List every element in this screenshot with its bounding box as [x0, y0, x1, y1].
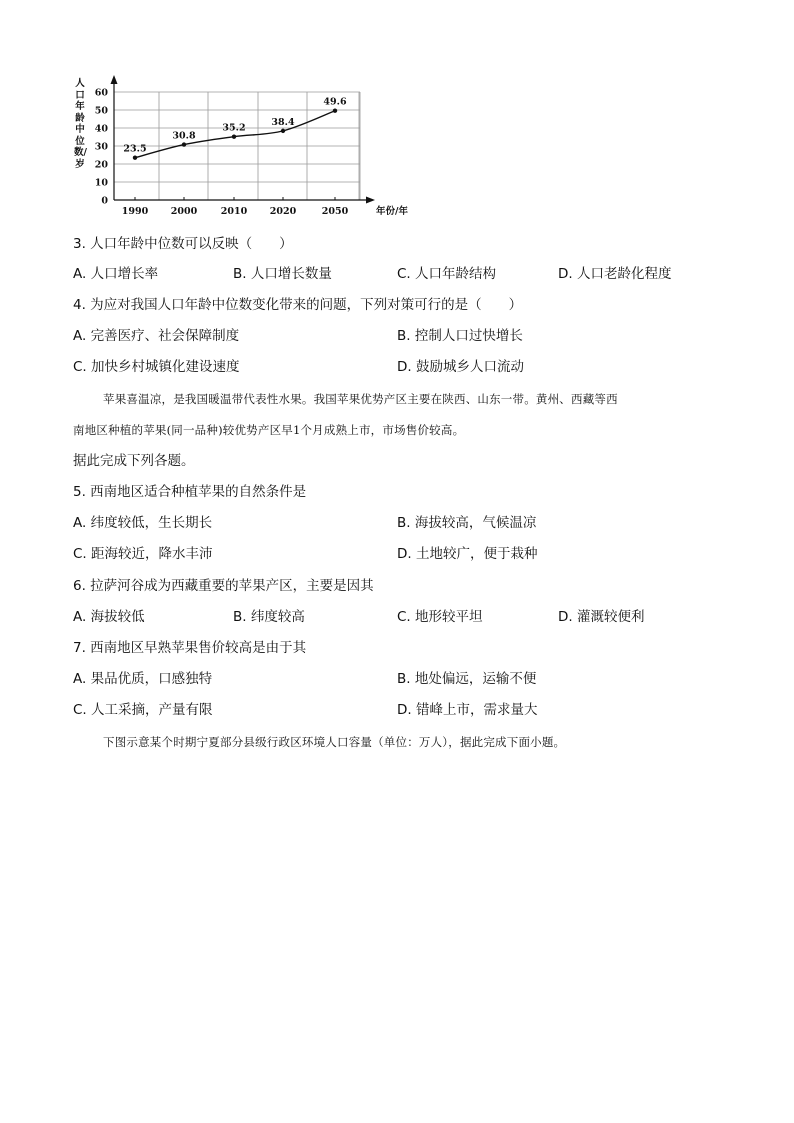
passage-apple-line-2: 南地区种植的苹果(同一品种)较优势产区早1个月成熟上市，市场售价较高。	[73, 423, 465, 437]
chart-y-tick-label: 50	[94, 105, 108, 117]
chart-data-label: 49.6	[323, 96, 347, 108]
chart-x-axis-arrow	[366, 197, 375, 204]
chart-x-tick-label: 1990	[121, 206, 149, 217]
q4-option-b: B. 控制人口过快增长	[397, 328, 523, 344]
chart-y-axis-arrow	[111, 75, 118, 84]
q3-option-b: B. 人口增长数量	[233, 266, 332, 282]
chart-x-axis-label: 年份/年	[376, 206, 408, 217]
q7-option-b: B. 地处偏远，运输不便	[397, 671, 537, 687]
q4-option-c: C. 加快乡村城镇化建设速度	[73, 359, 240, 375]
chart-data-label: 35.2	[222, 122, 246, 134]
q5-stem: 5. 西南地区适合种植苹果的自然条件是	[73, 484, 307, 500]
passage-instruction: 据此完成下列各题。	[73, 453, 195, 469]
q3-option-a: A. 人口增长率	[73, 266, 159, 282]
chart-data-label: 30.8	[172, 130, 196, 142]
passage-ningxia: 下图示意某个时期宁夏部分县级行政区环境人口容量（单位：万人），据此完成下面小题。	[103, 735, 566, 749]
q6-stem: 6. 拉萨河谷成为西藏重要的苹果产区，主要是因其	[73, 578, 374, 594]
chart-series-line	[135, 111, 335, 158]
q4-option-d: D. 鼓励城乡人口流动	[397, 359, 524, 375]
chart-data-point	[182, 142, 186, 146]
q5-option-a: A. 纬度较低，生长期长	[73, 515, 213, 531]
q6-option-d: D. 灌溉较便利	[558, 609, 645, 625]
passage-apple-line-1: 苹果喜温凉，是我国暖温带代表性水果。我国苹果优势产区主要在陕西、山东一带。黄州、西藏等西	[103, 392, 618, 406]
chart-y-tick-label: 20	[94, 159, 108, 171]
chart-data-point	[232, 134, 236, 138]
q7-option-a: A. 果品优质，口感独特	[73, 671, 213, 687]
q6-option-a: A. 海拔较低	[73, 609, 145, 625]
chart-x-tick-label: 2010	[220, 206, 248, 217]
chart-x-tick-label: 2000	[170, 206, 198, 217]
chart-x-tick-label: 2050	[321, 206, 349, 217]
chart-data-point	[333, 109, 337, 113]
q7-stem: 7. 西南地区早熟苹果售价较高是由于其	[73, 640, 307, 656]
chart-y-tick-label: 0	[101, 195, 108, 207]
chart-data-label: 23.5	[123, 143, 147, 155]
q5-option-c: C. 距海较近，降水丰沛	[73, 546, 213, 562]
q4-option-a: A. 完善医疗、社会保障制度	[73, 328, 240, 344]
q3-option-c: C. 人口年龄结构	[397, 266, 497, 282]
chart-data-point	[133, 156, 137, 160]
chart-y-axis-label: 人口年龄中位数/岁	[74, 78, 87, 170]
q3-stem: 3. 人口年龄中位数可以反映（ ）	[73, 236, 293, 252]
chart-data-label: 38.4	[271, 116, 295, 128]
q7-option-d: D. 错峰上市，需求量大	[397, 702, 538, 718]
q5-option-b: B. 海拔较高，气候温凉	[397, 515, 537, 531]
q4-stem: 4. 为应对我国人口年龄中位数变化带来的问题，下列对策可行的是（ ）	[73, 297, 523, 313]
chart-y-tick-label: 60	[94, 87, 108, 99]
population-median-age-chart	[70, 72, 408, 222]
q5-option-d: D. 土地较广，便于栽种	[397, 546, 538, 562]
chart-data-point	[281, 129, 285, 133]
chart-y-tick-label: 30	[94, 141, 108, 153]
chart-x-tick-label: 2020	[269, 206, 297, 217]
chart-y-tick-label: 10	[94, 177, 108, 189]
chart-y-tick-label: 40	[94, 123, 108, 135]
chart-plot	[70, 72, 408, 222]
q6-option-c: C. 地形较平坦	[397, 609, 483, 625]
q7-option-c: C. 人工采摘，产量有限	[73, 702, 213, 718]
q6-option-b: B. 纬度较高	[233, 609, 305, 625]
q3-option-d: D. 人口老龄化程度	[558, 266, 672, 282]
